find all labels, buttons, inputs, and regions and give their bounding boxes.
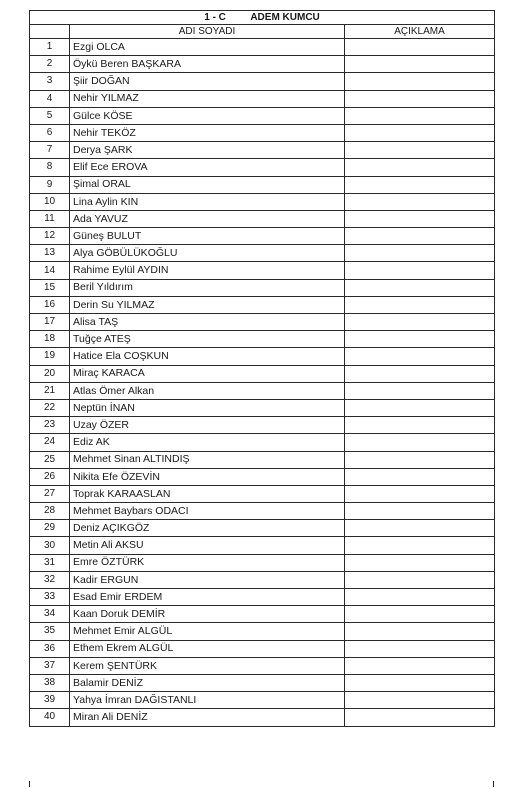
student-number: 12 bbox=[30, 228, 70, 245]
table-row bbox=[30, 382, 495, 399]
student-name: Derin Su YILMAZ bbox=[70, 296, 345, 313]
student-number: 39 bbox=[30, 692, 70, 709]
student-number: 29 bbox=[30, 520, 70, 537]
student-name: Mehmet Baybars ODACI bbox=[70, 503, 345, 520]
student-number: 28 bbox=[30, 503, 70, 520]
description-cell bbox=[345, 434, 495, 451]
table-row bbox=[30, 589, 495, 606]
table-row bbox=[30, 210, 495, 227]
student-name: Ethem Ekrem ALGÜL bbox=[70, 640, 345, 657]
description-cell bbox=[345, 571, 495, 588]
class-code: 1 - C bbox=[204, 11, 226, 23]
student-name: Neptün İNAN bbox=[70, 399, 345, 416]
table-row bbox=[30, 107, 495, 124]
student-number: 40 bbox=[30, 709, 70, 726]
student-number: 7 bbox=[30, 142, 70, 159]
student-number: 31 bbox=[30, 554, 70, 571]
table-row bbox=[30, 554, 495, 571]
student-number: 17 bbox=[30, 314, 70, 331]
table-row bbox=[30, 434, 495, 451]
description-cell bbox=[345, 142, 495, 159]
table-row bbox=[30, 537, 495, 554]
student-name: Elif Ece EROVA bbox=[70, 159, 345, 176]
student-name: Esad Emir ERDEM bbox=[70, 589, 345, 606]
table-row bbox=[30, 90, 495, 107]
description-cell bbox=[345, 314, 495, 331]
student-number: 20 bbox=[30, 365, 70, 382]
student-name: Miraç KARACA bbox=[70, 365, 345, 382]
description-cell bbox=[345, 554, 495, 571]
student-number: 14 bbox=[30, 262, 70, 279]
description-cell bbox=[345, 417, 495, 434]
student-name: Kerem ŞENTÜRK bbox=[70, 657, 345, 674]
table-row bbox=[30, 245, 495, 262]
student-number: 11 bbox=[30, 210, 70, 227]
table-row bbox=[30, 228, 495, 245]
student-number: 32 bbox=[30, 571, 70, 588]
student-number: 24 bbox=[30, 434, 70, 451]
description-cell bbox=[345, 589, 495, 606]
student-name: Uzay ÖZER bbox=[70, 417, 345, 434]
description-cell bbox=[345, 193, 495, 210]
description-cell bbox=[345, 39, 495, 56]
student-number: 37 bbox=[30, 657, 70, 674]
student-name: Kaan Doruk DEMİR bbox=[70, 606, 345, 623]
student-number: 38 bbox=[30, 674, 70, 691]
table-row bbox=[30, 124, 495, 141]
table-row bbox=[30, 73, 495, 90]
description-cell bbox=[345, 176, 495, 193]
table-row bbox=[30, 503, 495, 520]
table-row bbox=[30, 520, 495, 537]
table-row bbox=[30, 640, 495, 657]
description-cell bbox=[345, 228, 495, 245]
student-name: Öykü Beren BAŞKARA bbox=[70, 56, 345, 73]
student-name: Rahime Eylül AYDIN bbox=[70, 262, 345, 279]
student-number: 27 bbox=[30, 485, 70, 502]
student-number: 21 bbox=[30, 382, 70, 399]
table-row bbox=[30, 314, 495, 331]
description-cell bbox=[345, 537, 495, 554]
description-cell bbox=[345, 485, 495, 502]
table-row bbox=[30, 262, 495, 279]
student-name: Şiir DOĞAN bbox=[70, 73, 345, 90]
description-cell bbox=[345, 503, 495, 520]
table-row bbox=[30, 348, 495, 365]
description-cell bbox=[345, 623, 495, 640]
student-name: Beril Yıldırım bbox=[70, 279, 345, 296]
description-cell bbox=[345, 365, 495, 382]
student-name: Toprak KARAASLAN bbox=[70, 485, 345, 502]
table-row bbox=[30, 142, 495, 159]
student-number: 10 bbox=[30, 193, 70, 210]
table-row bbox=[30, 485, 495, 502]
number-column-header bbox=[30, 25, 70, 39]
student-name: Balamir DENİZ bbox=[70, 674, 345, 691]
table-row bbox=[30, 365, 495, 382]
table-row bbox=[30, 692, 495, 709]
description-cell bbox=[345, 692, 495, 709]
table-row bbox=[30, 709, 495, 726]
table-row bbox=[30, 623, 495, 640]
student-number: 6 bbox=[30, 124, 70, 141]
description-cell bbox=[345, 657, 495, 674]
description-cell bbox=[345, 468, 495, 485]
description-cell bbox=[345, 73, 495, 90]
student-number: 35 bbox=[30, 623, 70, 640]
student-number: 34 bbox=[30, 606, 70, 623]
student-number: 30 bbox=[30, 537, 70, 554]
column-header-row bbox=[30, 25, 495, 39]
student-name: Derya ŞARK bbox=[70, 142, 345, 159]
table-row bbox=[30, 159, 495, 176]
description-cell bbox=[345, 451, 495, 468]
student-number: 15 bbox=[30, 279, 70, 296]
table-row bbox=[30, 674, 495, 691]
student-name: Lina Aylin KIN bbox=[70, 193, 345, 210]
student-number: 2 bbox=[30, 56, 70, 73]
student-name: Deniz AÇIKGÖZ bbox=[70, 520, 345, 537]
description-cell bbox=[345, 296, 495, 313]
student-number: 13 bbox=[30, 245, 70, 262]
student-number: 5 bbox=[30, 107, 70, 124]
table-row bbox=[30, 571, 495, 588]
student-name: Şimal ORAL bbox=[70, 176, 345, 193]
cut-off-row-edge bbox=[29, 781, 494, 787]
student-name: Mehmet Emir ALGÜL bbox=[70, 623, 345, 640]
table-row bbox=[30, 296, 495, 313]
description-cell bbox=[345, 640, 495, 657]
description-cell bbox=[345, 279, 495, 296]
table-row bbox=[30, 279, 495, 296]
description-cell bbox=[345, 159, 495, 176]
student-number: 18 bbox=[30, 331, 70, 348]
description-cell bbox=[345, 709, 495, 726]
student-number: 16 bbox=[30, 296, 70, 313]
student-number: 23 bbox=[30, 417, 70, 434]
teacher-name: ADEM KUMCU bbox=[250, 11, 320, 23]
student-name: Alya GÖBÜLÜKOĞLU bbox=[70, 245, 345, 262]
table-row bbox=[30, 606, 495, 623]
table-row bbox=[30, 39, 495, 56]
student-number: 3 bbox=[30, 73, 70, 90]
student-number: 33 bbox=[30, 589, 70, 606]
description-cell bbox=[345, 245, 495, 262]
student-name: Kadir ERGUN bbox=[70, 571, 345, 588]
student-name: Emre ÖZTÜRK bbox=[70, 554, 345, 571]
student-number: 1 bbox=[30, 39, 70, 56]
student-number: 19 bbox=[30, 348, 70, 365]
description-column-header: AÇIKLAMA bbox=[345, 25, 495, 39]
description-cell bbox=[345, 348, 495, 365]
description-cell bbox=[345, 107, 495, 124]
student-name: Ezgi OLCA bbox=[70, 39, 345, 56]
student-name: Ediz AK bbox=[70, 434, 345, 451]
student-name: Mehmet Sinan ALTINDIŞ bbox=[70, 451, 345, 468]
description-cell bbox=[345, 124, 495, 141]
class-roster-table bbox=[29, 10, 495, 727]
table-row bbox=[30, 399, 495, 416]
name-column-header: ADI SOYADI bbox=[70, 25, 345, 39]
student-name: Atlas Ömer Alkan bbox=[70, 382, 345, 399]
student-number: 9 bbox=[30, 176, 70, 193]
student-name: Nikita Efe ÖZEVİN bbox=[70, 468, 345, 485]
description-cell bbox=[345, 331, 495, 348]
student-name: Nehir TEKÖZ bbox=[70, 124, 345, 141]
description-cell bbox=[345, 520, 495, 537]
student-name: Gülce KÖSE bbox=[70, 107, 345, 124]
student-name: Hatice Ela COŞKUN bbox=[70, 348, 345, 365]
table-row bbox=[30, 468, 495, 485]
description-cell bbox=[345, 674, 495, 691]
student-name: Güneş BULUT bbox=[70, 228, 345, 245]
description-cell bbox=[345, 90, 495, 107]
student-number: 4 bbox=[30, 90, 70, 107]
table-row bbox=[30, 331, 495, 348]
description-cell bbox=[345, 262, 495, 279]
student-name: Alisa TAŞ bbox=[70, 314, 345, 331]
student-number: 25 bbox=[30, 451, 70, 468]
student-number: 22 bbox=[30, 399, 70, 416]
description-cell bbox=[345, 399, 495, 416]
student-name: Tuğçe ATEŞ bbox=[70, 331, 345, 348]
description-cell bbox=[345, 56, 495, 73]
title-row bbox=[30, 11, 495, 25]
student-name: Nehir YILMAZ bbox=[70, 90, 345, 107]
student-number: 26 bbox=[30, 468, 70, 485]
student-name: Metin Ali AKSU bbox=[70, 537, 345, 554]
student-name: Miran Ali DENİZ bbox=[70, 709, 345, 726]
table-row bbox=[30, 193, 495, 210]
student-name: Yahya İmran DAĞISTANLI bbox=[70, 692, 345, 709]
description-cell bbox=[345, 606, 495, 623]
description-cell bbox=[345, 210, 495, 227]
table-row bbox=[30, 176, 495, 193]
description-cell bbox=[345, 382, 495, 399]
student-number: 8 bbox=[30, 159, 70, 176]
table-row bbox=[30, 657, 495, 674]
student-name: Ada YAVUZ bbox=[70, 210, 345, 227]
sheet-title bbox=[30, 11, 495, 25]
table-row bbox=[30, 451, 495, 468]
table-row bbox=[30, 56, 495, 73]
table-row bbox=[30, 417, 495, 434]
student-number: 36 bbox=[30, 640, 70, 657]
